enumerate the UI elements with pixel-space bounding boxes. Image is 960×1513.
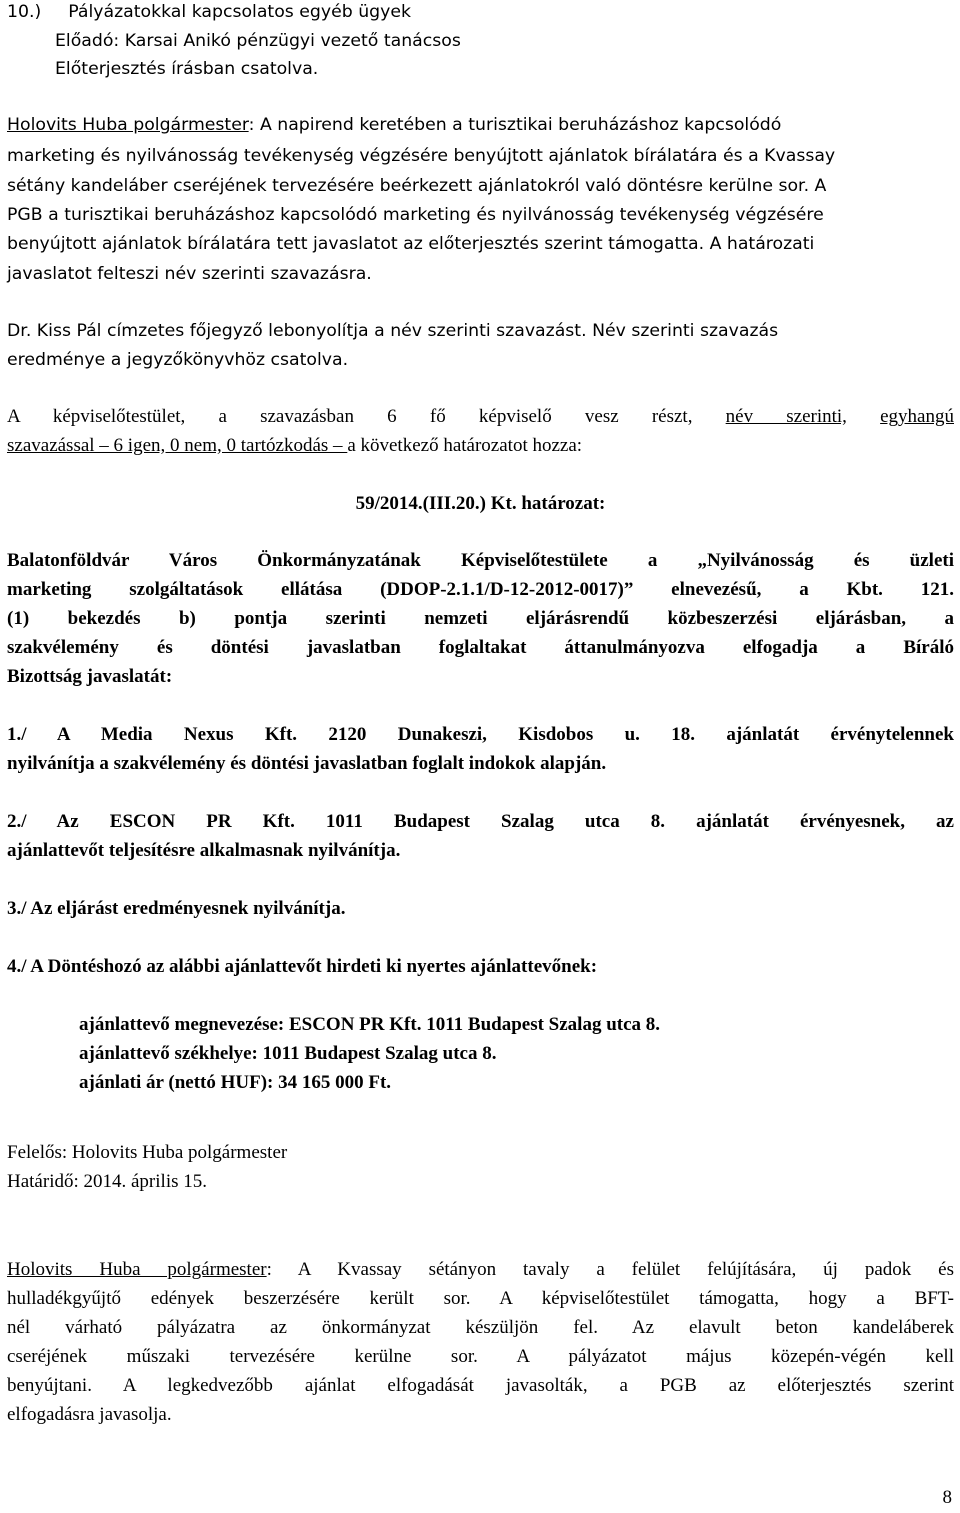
winner-price: ajánlati ár (nettó HUF): 34 165 000 Ft. xyxy=(79,1072,392,1093)
para3-line-3: nél várható pályázatra az önkormányzat készüljön fel. Az elavult beton kandeláberek xyxy=(7,1317,954,1338)
speaker-name: Holovits Huba polgármester xyxy=(7,115,249,135)
para1-line-6: javaslatot felteszi név szerinti szavazásra. xyxy=(7,264,372,284)
agenda-heading xyxy=(7,0,411,25)
para1-line-2: marketing és nyilvánosság tevékenység végzésére benyújtott ajánlatok bírálatára és a Kvassay xyxy=(7,146,836,166)
presenter: Előadó: Karsai Anikó pénzügyi vezető tanácsos xyxy=(55,31,461,51)
para1-line-1: Holovits Huba polgármester: A napirend keretében a turisztikai beruházáshoz kapcsolódó xyxy=(7,115,782,135)
resolution-line-3: (1) bekezdés b) pontja szerinti nemzeti eljárásrendű közbeszerzési eljárásban, a xyxy=(7,608,954,629)
agenda-item-number: 10.) xyxy=(7,2,42,22)
resolution-line-1: Balatonföldvár Város Önkormányzatának Képviselőtestülete a „Nyilvánosság és üzleti xyxy=(7,550,954,571)
para1-line-3: sétány kandeláber cseréjének tervezésére beérkezett ajánlatokról való döntésre kerülne sor. A xyxy=(7,176,827,196)
agenda-title: Pályázatokkal kapcsolatos egyéb ügyek xyxy=(68,2,411,22)
resolution-line-5: Bizottság javaslatát: xyxy=(7,666,173,687)
resolution-number: 59/2014.(III.20.) Kt. határozat: xyxy=(355,493,606,514)
vote-type: név szerinti, xyxy=(725,406,847,427)
para3-line-6: elfogadásra javasolja. xyxy=(7,1404,172,1425)
deadline: Határidő: 2014. április 15. xyxy=(7,1171,207,1192)
winner-name: ajánlattevő megnevezése: ESCON PR Kft. 1011 Budapest Szalag utca 8. xyxy=(79,1014,661,1035)
para1-line-5: benyújtott ajánlatok bírálatára tett javaslatot az előterjesztés szerint támogatta. A határozati xyxy=(7,234,815,254)
vote-line-2: szavazással – 6 igen, 0 nem, 0 tartózkodás – a következő határozatot hozza: xyxy=(7,435,583,456)
resolution-line-4: szakvélemény és döntési javaslatban foglaltakat áttanulmányozva elfogadja a Bíráló xyxy=(7,637,954,658)
point-2-line-1: 2./ Az ESCON PR Kft. 1011 Budapest Szalag utca 8. ajánlatát érvényesnek, az xyxy=(7,811,954,832)
vote-line-1: A képviselőtestület, a szavazásban 6 fő képviselő vesz részt, név szerinti, egyhangú xyxy=(7,406,954,427)
para3-line-1: Holovits Huba polgármester: A Kvassay sétányon tavaly a felület felújítására, új padok és xyxy=(7,1259,954,1280)
para3-line-5: benyújtani. A legkedvezőbb ajánlat elfogadását javasolták, a PGB az előterjesztés szerint xyxy=(7,1375,954,1396)
vote-result: szavazással – 6 igen, 0 nem, 0 tartózkodás – xyxy=(7,435,348,456)
point-1-line-2: nyilvánítja a szakvélemény és döntési javaslatban foglalt indokok alapján. xyxy=(7,753,607,774)
para3-line-4: cseréjének műszaki tervezésére kerülne sor. A pályázatot május közepén-végén kell xyxy=(7,1346,954,1367)
point-2-line-2: ajánlattevőt teljesítésre alkalmasnak nyilvánítja. xyxy=(7,840,401,861)
responsible: Felelős: Holovits Huba polgármester xyxy=(7,1142,288,1163)
point-4: 4./ A Döntéshozó az alábbi ajánlattevőt hirdeti ki nyertes ajánlattevőnek: xyxy=(7,956,598,977)
vote-unanimity: egyhangú xyxy=(880,406,954,427)
para2-line-2: eredménye a jegyzőkönyvhöz csatolva. xyxy=(7,350,349,370)
resolution-line-2: marketing szolgáltatások ellátása (DDOP-2.1.1/D-12-2012-0017)” elnevezésű, a Kbt. 121. xyxy=(7,579,954,600)
para2-line-1: Dr. Kiss Pál címzetes főjegyző lebonyolítja a név szerinti szavazást. Név szerinti szavazás xyxy=(7,321,779,341)
point-1-line-1: 1./ A Media Nexus Kft. 2120 Dunakeszi, Kisdobos u. 18. ajánlatát érvénytelennek xyxy=(7,724,954,745)
attachment-note: Előterjesztés írásban csatolva. xyxy=(55,59,319,79)
para1-line-4: PGB a turisztikai beruházáshoz kapcsolódó marketing és nyilvánosság tevékenység végzésére xyxy=(7,205,824,225)
page-number: 8 xyxy=(942,1487,952,1508)
para3-line-2: hulladékgyűjtő edények beszerzésére került sor. A képviselőtestület támogatta, hogy a BFT- xyxy=(7,1288,954,1309)
speaker-name: Holovits Huba polgármester xyxy=(7,1259,267,1280)
point-3: 3./ Az eljárást eredményesnek nyilvánítja. xyxy=(7,898,346,919)
winner-seat: ajánlattevő székhelye: 1011 Budapest Szalag utca 8. xyxy=(79,1043,497,1064)
